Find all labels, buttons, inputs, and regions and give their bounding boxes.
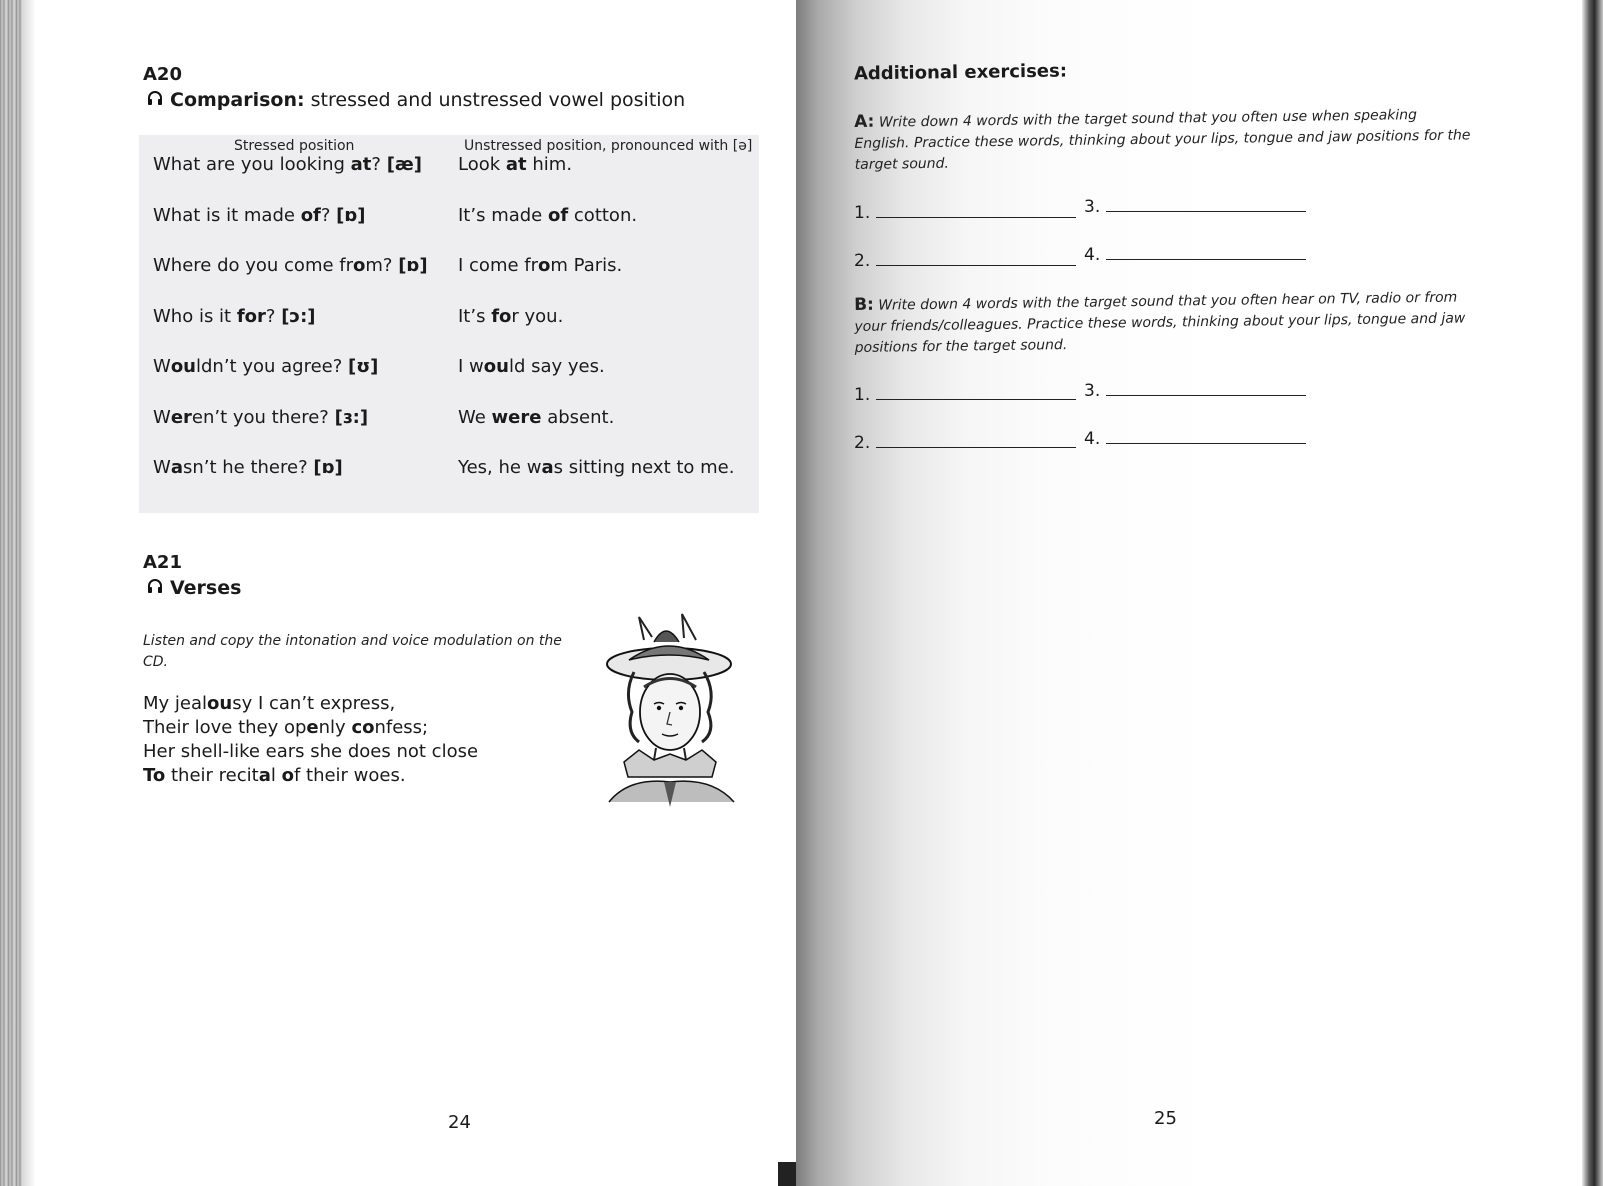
victorian-woman-illustration — [604, 612, 739, 810]
exercise-a-blank-1[interactable]: 1. — [854, 203, 1076, 223]
comparison-table — [139, 135, 759, 513]
ipa-symbol: [ɒ] — [313, 457, 343, 478]
exercise-b-blank-4[interactable]: 4. — [1084, 429, 1306, 449]
ipa-symbol: [ɒ] — [398, 255, 428, 276]
unstressed-example: Yes, he was sitting next to me. — [458, 457, 735, 478]
unstressed-example: We were absent. — [458, 406, 615, 428]
page-edge-right — [1582, 0, 1603, 1186]
ipa-symbol: [ɒ] — [336, 204, 366, 226]
section-title-a20 — [146, 89, 685, 112]
stressed-example: What are you looking at? [æ] — [153, 154, 423, 175]
unstressed-example: Look at him. — [458, 154, 573, 175]
exercise-b-blank-3[interactable]: 3. — [1084, 381, 1306, 401]
verse-line-1: My jealousy I can’t express, — [143, 693, 396, 714]
additional-exercises-heading: Additional exercises: — [853, 60, 1068, 85]
exercise-a-blank-4[interactable]: 4. — [1084, 245, 1306, 265]
page-number-right: 25 — [1154, 1108, 1177, 1129]
exercise-a-blank-2[interactable]: 2. — [854, 251, 1076, 271]
unstressed-example: It’s made of cotton. — [458, 204, 638, 226]
stressed-example: Weren’t you there? [ɜ:] — [153, 406, 369, 428]
stressed-example: Who is it for? [ɔ:] — [153, 305, 316, 327]
section-id-a21: A21 — [143, 552, 182, 573]
unstressed-example: I would say yes. — [458, 356, 605, 377]
title-bold: Comparison: — [170, 89, 305, 111]
section-title-a21 — [146, 577, 241, 600]
exercise-b-blank-1[interactable]: 1. — [854, 385, 1076, 405]
section-id-a20: A20 — [143, 64, 182, 85]
exercise-a-label: A: — [854, 111, 875, 132]
exercise-b-text: B: Write down 4 words with the target sound that you often hear on TV, radio or from your friends/colleagues. Practice these words, thinking about your lips, tongue and jaw positions for the target sound. — [854, 289, 1466, 356]
exercise-a-text: A: Write down 4 words with the target sound that you often use when speaking English. Practice these words, thinking about your lips, tongue and jaw positions for the target sound. — [854, 107, 1471, 173]
verse-line-3: Her shell-like ears she does not close — [143, 741, 479, 762]
ipa-symbol: [ʊ] — [348, 356, 379, 377]
exercise-b-label: B: — [854, 294, 875, 315]
left-page — [0, 0, 796, 1186]
stressed-example: What is it made of? [ɒ] — [153, 204, 366, 226]
headphones-icon — [146, 577, 164, 600]
col-head-unstressed: Unstressed position, pronounced with [ə] — [464, 138, 753, 154]
right-page — [796, 0, 1603, 1186]
ipa-symbol: [ɜ:] — [334, 406, 369, 428]
unstressed-example: I come from Paris. — [458, 255, 623, 276]
ipa-symbol: [ɔ:] — [281, 305, 316, 327]
unstressed-example: It’s for you. — [458, 305, 564, 327]
page-number-left: 24 — [448, 1112, 471, 1133]
verse-line-2: Their love they openly confess; — [143, 717, 429, 738]
verse-line-4: To their recital of their woes. — [143, 765, 406, 786]
stressed-example: Wouldn’t you agree? [ʊ] — [153, 356, 379, 377]
a21-instruction: Listen and copy the intonation and voice modulation on the CD. — [143, 633, 562, 670]
page-edge-left — [0, 0, 36, 1186]
headphones-icon — [146, 89, 164, 112]
title-verses: Verses — [170, 577, 242, 599]
ipa-symbol: [æ] — [386, 154, 423, 175]
title-rest: stressed and unstressed vowel position — [304, 89, 686, 111]
exercise-b-blank-2[interactable]: 2. — [854, 433, 1076, 453]
col-head-stressed: Stressed position — [234, 138, 355, 154]
exercise-a-blank-3[interactable]: 3. — [1084, 197, 1306, 217]
stressed-example: Where do you come from? [ɒ] — [153, 255, 428, 276]
stressed-example: Wasn’t he there? [ɒ] — [153, 457, 343, 478]
